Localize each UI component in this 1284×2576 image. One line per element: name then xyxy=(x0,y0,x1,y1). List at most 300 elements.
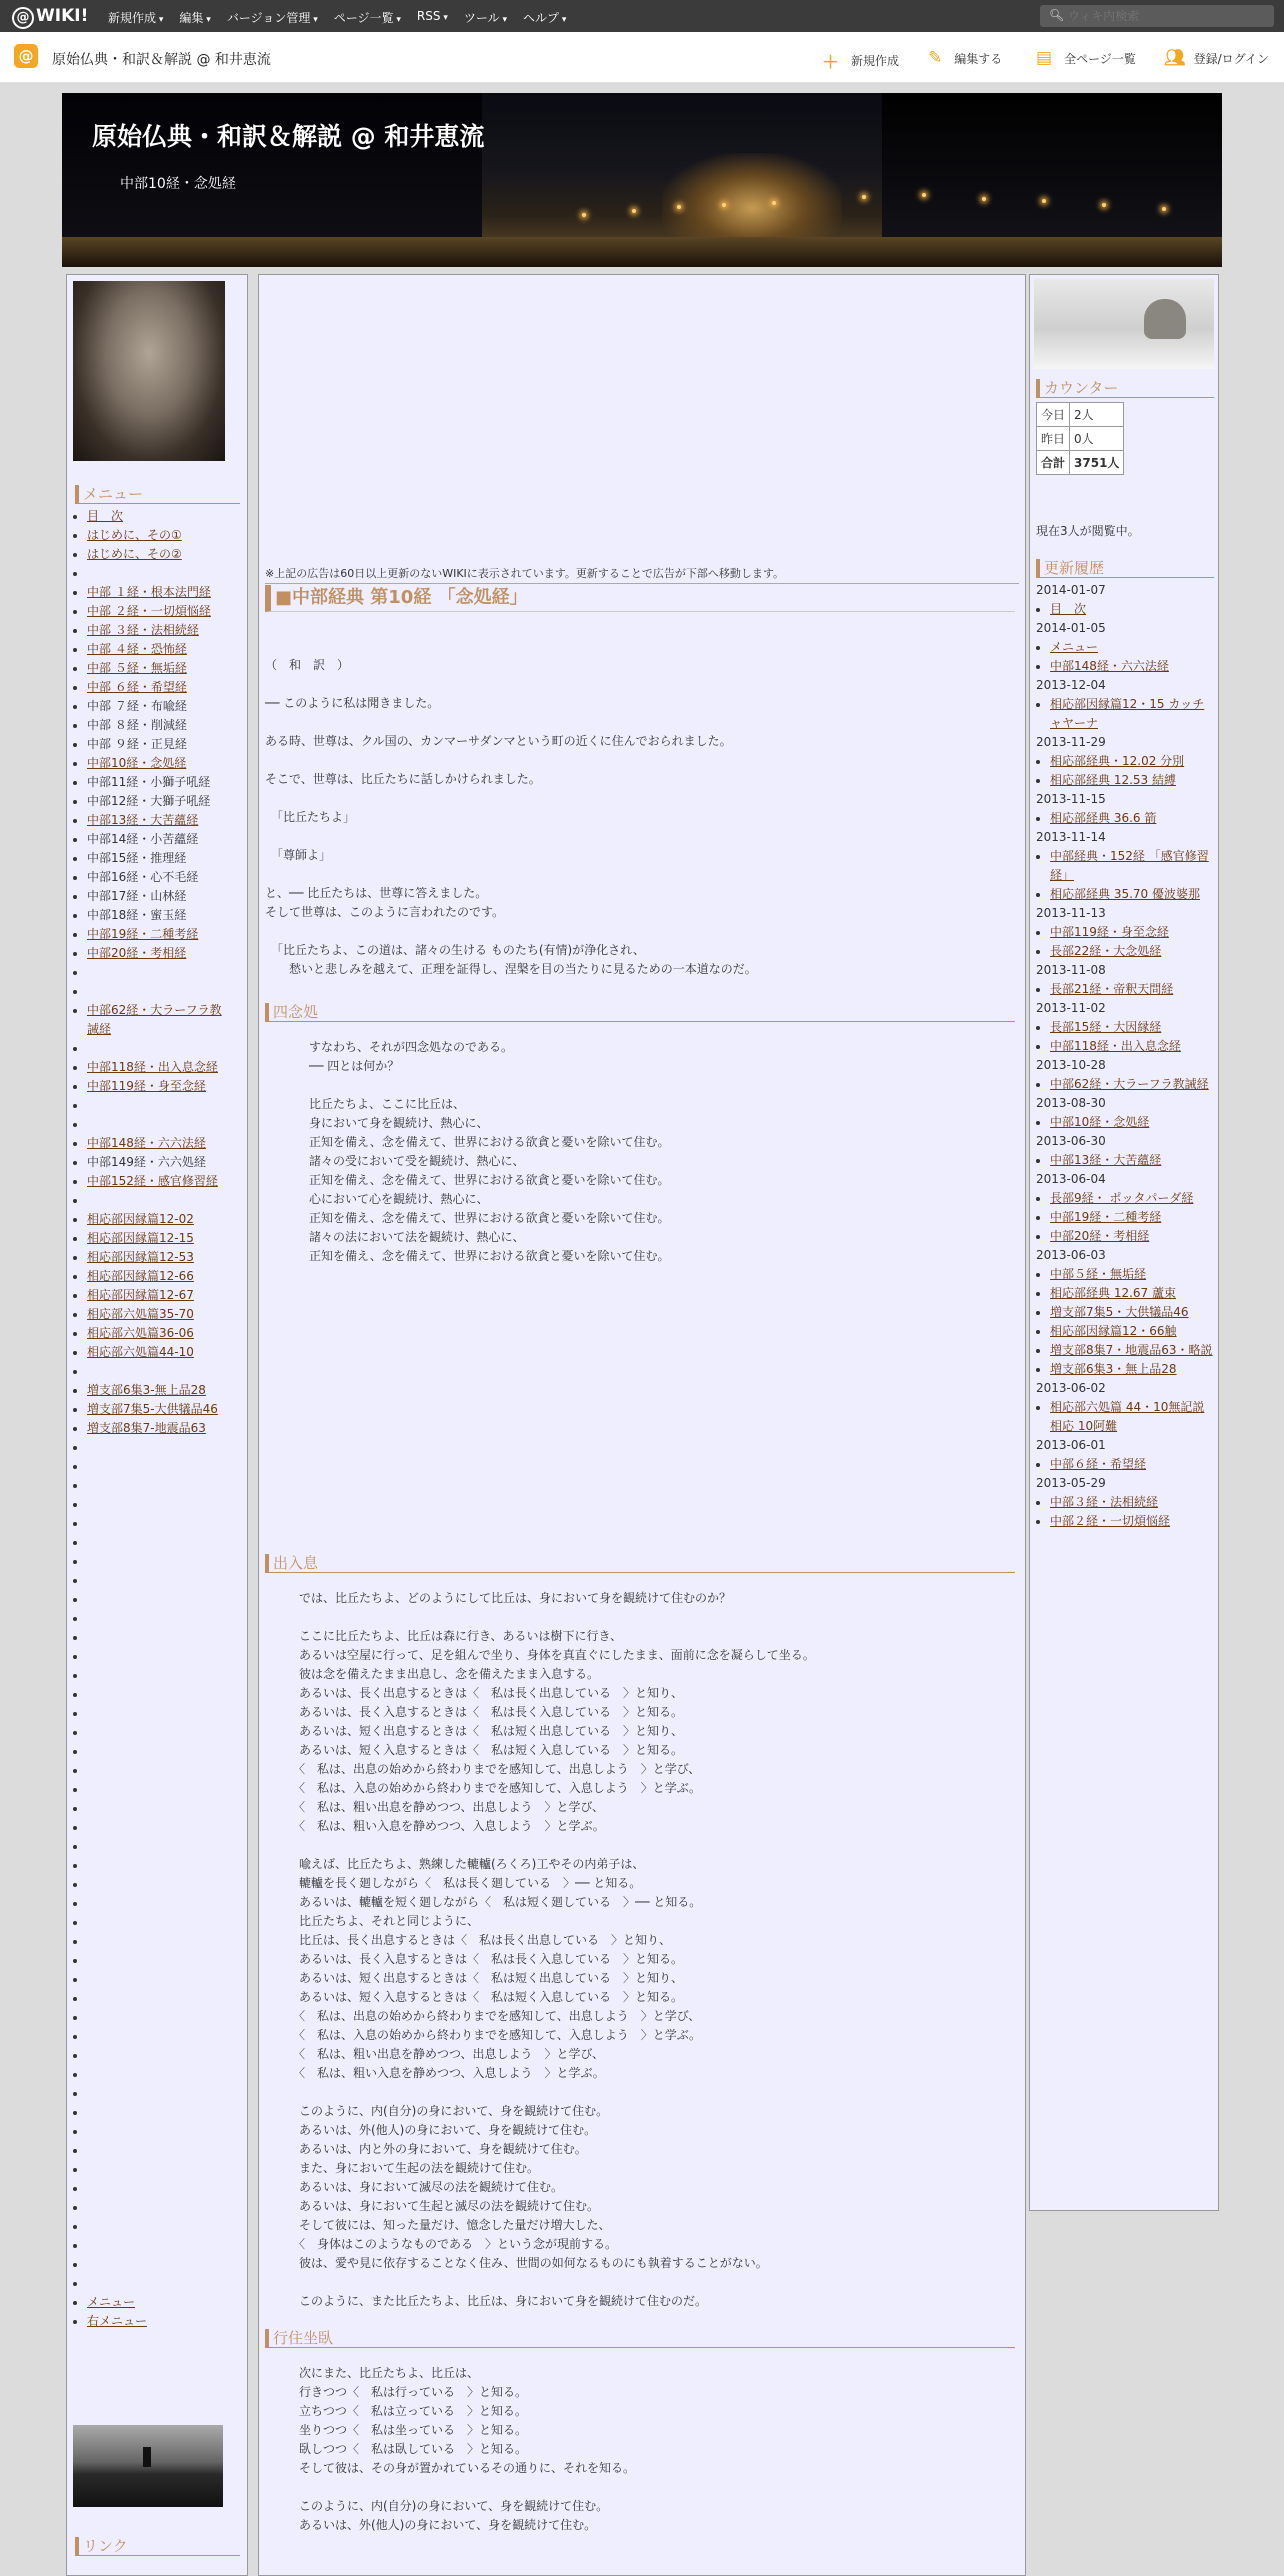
update-date: 2013-11-14 xyxy=(1036,830,1106,844)
left-menu-link[interactable]: 誡経 xyxy=(87,1022,112,1036)
left-menu-item[interactable] xyxy=(87,1248,240,1267)
left-menu-item xyxy=(87,1191,240,1210)
left-menu-link[interactable]: 中部16経・心不毛経 xyxy=(87,870,199,884)
left-menu-item[interactable] xyxy=(87,868,240,887)
left-menu-item[interactable] xyxy=(87,754,240,773)
update-items xyxy=(1036,1113,1214,1132)
left-menu-empty-item xyxy=(87,1894,240,1913)
left-menu-link[interactable]: 相応部因縁篇12-15 xyxy=(87,1231,194,1245)
update-items xyxy=(1036,1189,1214,1246)
left-menu-link[interactable]: 相応部因縁篇12-66 xyxy=(87,1269,194,1283)
left-menu-link[interactable]: 中部12経・大獅子吼経 xyxy=(87,794,211,808)
update-item[interactable] xyxy=(1050,1303,1214,1322)
left-menu-item[interactable] xyxy=(87,1400,240,1419)
update-items xyxy=(1036,638,1214,676)
cat-image xyxy=(1034,279,1214,369)
login-action[interactable] xyxy=(1164,48,1269,68)
update-item[interactable] xyxy=(1050,885,1214,904)
update-date: 2013-06-02 xyxy=(1036,1381,1106,1395)
counter-row-today xyxy=(1037,403,1124,427)
left-menu-link[interactable]: 増支部7集5-大供犠品46 xyxy=(87,1402,218,1416)
left-menu-item[interactable] xyxy=(87,1077,240,1096)
update-items xyxy=(1036,1455,1214,1474)
left-menu-item[interactable] xyxy=(87,1305,240,1324)
left-menu-link[interactable]: 中部 ７経・布喩経 xyxy=(87,699,187,713)
update-link[interactable]: 中部62経・大ラーフラ教誡経 xyxy=(1050,1077,1209,1091)
left-menu-link[interactable]: 中部19経・二種考経 xyxy=(87,927,199,941)
links-section xyxy=(75,2537,240,2559)
left-menu-empty-item xyxy=(87,1533,240,1552)
left-menu-item xyxy=(87,1362,240,1381)
left-menu-empty-item xyxy=(87,2255,240,2274)
left-menu-item[interactable] xyxy=(87,1172,240,1191)
left-menu-link[interactable]: 目 次 xyxy=(87,509,124,523)
search-icon[interactable]: 🔍︎ xyxy=(1049,8,1065,22)
left-menu-item[interactable] xyxy=(87,1001,240,1020)
update-link[interactable]: メニュー xyxy=(1050,640,1099,654)
left-menu-item-menu[interactable] xyxy=(87,2293,240,2312)
update-link[interactable]: 長部15経・大因縁経 xyxy=(1050,1020,1162,1034)
update-date: 2013-06-03 xyxy=(1036,1248,1106,1262)
update-items xyxy=(1036,1265,1214,1379)
update-item[interactable] xyxy=(1050,1227,1214,1246)
left-menu-item[interactable] xyxy=(87,1134,240,1153)
left-menu-empty-item xyxy=(87,1970,240,1989)
update-link[interactable]: 増支部7集5・大供犠品46 xyxy=(1050,1305,1189,1319)
left-menu-empty-item xyxy=(87,2198,240,2217)
update-date: 2013-10-28 xyxy=(1036,1058,1106,1072)
left-menu-empty-item xyxy=(87,1552,240,1571)
left-menu-item[interactable] xyxy=(87,1419,240,1438)
update-link[interactable]: 中部３経・法相続経 xyxy=(1050,1495,1159,1509)
update-date: 2013-11-08 xyxy=(1036,963,1106,977)
update-link[interactable]: 相応部因縁篇12・66触 xyxy=(1050,1324,1177,1338)
left-menu-empty-item xyxy=(87,1457,240,1476)
left-menu-item[interactable] xyxy=(87,1210,240,1229)
left-menu-link[interactable]: メニュー xyxy=(87,2295,136,2309)
update-link[interactable]: 中部６経・希望経 xyxy=(1050,1457,1147,1471)
left-menu-item[interactable] xyxy=(87,697,240,716)
update-items xyxy=(1036,847,1214,904)
left-menu-item[interactable] xyxy=(87,906,240,925)
left-menu-empty-item xyxy=(87,1780,240,1799)
viewers-count: 現在3人が閲覧中。 xyxy=(1036,524,1140,538)
site-name[interactable]: 原始仏典・和訳＆解説 @ 和井恵流 xyxy=(52,52,271,68)
left-menu-item xyxy=(87,1115,240,1134)
update-link[interactable]: 長部9経・ ポッタパーダ経 xyxy=(1050,1191,1194,1205)
update-history-heading: 更新履歴 xyxy=(1036,559,1214,578)
tree-photo xyxy=(73,2425,223,2507)
update-items xyxy=(1036,600,1214,619)
left-menu-empty-item xyxy=(87,1742,240,1761)
document-icon: ▤ xyxy=(1036,48,1053,68)
left-menu-link[interactable]: 中部 ９経・正見経 xyxy=(87,737,187,751)
left-menu-empty-item xyxy=(87,2236,240,2255)
users-icon: 👥︎ xyxy=(1164,48,1186,68)
right-sidebar xyxy=(1029,274,1219,2211)
edit-page-action[interactable] xyxy=(928,48,1002,68)
left-menu-empty-item xyxy=(87,2065,240,2084)
left-menu-empty-item xyxy=(87,1685,240,1704)
left-menu-item[interactable] xyxy=(87,526,240,545)
left-menu-item[interactable] xyxy=(87,792,240,811)
left-menu-item[interactable] xyxy=(87,640,240,659)
update-link[interactable]: 中部２経・一切煩悩経 xyxy=(1050,1514,1171,1528)
update-items xyxy=(1036,1018,1214,1056)
left-menu-link[interactable]: 中部15経・推理経 xyxy=(87,851,187,865)
update-link[interactable]: 中部13経・大苦蘊経 xyxy=(1050,1153,1162,1167)
update-item[interactable] xyxy=(1050,923,1214,942)
counter-label: 合計 xyxy=(1037,451,1070,475)
left-menu-bottom-list xyxy=(75,2293,240,2331)
counter-label: 昨日 xyxy=(1037,427,1070,451)
counter-value: 2人 xyxy=(1070,403,1124,427)
all-pages-action[interactable] xyxy=(1036,48,1136,68)
update-link[interactable]: 中部119経・身至念経 xyxy=(1050,925,1169,939)
left-menu-empty-item xyxy=(87,1875,240,1894)
update-item[interactable] xyxy=(1050,1341,1214,1360)
left-menu-empty-item xyxy=(87,1989,240,2008)
left-menu-item[interactable] xyxy=(87,583,240,602)
new-page-action[interactable] xyxy=(822,48,899,73)
left-menu-link[interactable]: 中部148経・六六法経 xyxy=(87,1136,206,1150)
left-menu-empty-item xyxy=(87,2274,240,2293)
left-menu-spacer-list xyxy=(75,1438,240,2293)
update-item[interactable] xyxy=(1050,1037,1214,1056)
global-menu-version[interactable]: バージョン管理 ▾ xyxy=(227,9,318,26)
update-link[interactable]: 増支部6集3・無上品28 xyxy=(1050,1362,1177,1376)
left-menu-empty-item xyxy=(87,2122,240,2141)
left-menu-empty-item xyxy=(87,1761,240,1780)
left-menu-link[interactable]: 相応部六処篇35-70 xyxy=(87,1307,194,1321)
left-menu-item[interactable] xyxy=(87,1343,240,1362)
section-heading-postures: 行住坐臥 xyxy=(265,2329,1015,2348)
left-menu-link[interactable]: 中部13経・大苦蘊経 xyxy=(87,813,199,827)
left-menu-link[interactable]: はじめに、その① xyxy=(87,528,182,542)
left-menu-empty-item xyxy=(87,1799,240,1818)
plus-icon: ＋ xyxy=(822,53,839,73)
left-menu-link[interactable]: 相応部因縁篇12-53 xyxy=(87,1250,194,1264)
header-banner xyxy=(62,93,1222,267)
left-menu-item[interactable] xyxy=(87,830,240,849)
global-menu xyxy=(108,9,566,26)
left-menu-item[interactable] xyxy=(87,716,240,735)
left-menu-link[interactable]: 中部119経・身至念経 xyxy=(87,1079,206,1093)
left-menu-link[interactable]: 中部 ２経・一切煩悩経 xyxy=(87,604,211,618)
update-date: 2013-06-01 xyxy=(1036,1438,1106,1452)
left-menu-empty-item xyxy=(87,1951,240,1970)
left-menu-link[interactable]: 増支部6集3-無上品28 xyxy=(87,1383,206,1397)
update-date: 2013-06-30 xyxy=(1036,1134,1106,1148)
update-item[interactable] xyxy=(1050,1075,1214,1094)
article xyxy=(265,585,1015,2535)
left-menu-link[interactable]: はじめに、その② xyxy=(87,547,182,561)
left-menu-item[interactable] xyxy=(87,811,240,830)
left-menu-link[interactable]: 中部 ５経・無垢経 xyxy=(87,661,187,675)
left-menu-link[interactable]: 相応部因縁篇12-02 xyxy=(87,1212,194,1226)
global-menu-pages[interactable]: ページ一覧 ▾ xyxy=(334,9,401,26)
update-date: 2013-11-13 xyxy=(1036,906,1106,920)
left-menu-empty-item xyxy=(87,2084,240,2103)
update-items xyxy=(1036,980,1214,999)
links-heading: リンク xyxy=(75,2537,240,2556)
update-link[interactable]: 相応部経典・12.02 分別 xyxy=(1050,754,1185,768)
update-date: 2014-01-05 xyxy=(1036,621,1106,635)
counter-section xyxy=(1036,379,1214,475)
update-item[interactable] xyxy=(1050,847,1214,885)
left-menu-empty-item xyxy=(87,2160,240,2179)
left-menu-item[interactable] xyxy=(87,545,240,564)
left-menu-item[interactable] xyxy=(87,1286,240,1305)
update-item[interactable] xyxy=(1050,1284,1214,1303)
left-menu-link[interactable]: 中部 ６経・希望経 xyxy=(87,680,187,694)
update-item[interactable] xyxy=(1050,809,1214,828)
left-menu-link[interactable]: 中部20経・考相経 xyxy=(87,946,187,960)
counter-heading: カウンター xyxy=(1036,379,1214,398)
update-item[interactable] xyxy=(1050,942,1214,961)
update-items xyxy=(1036,923,1214,961)
intro-text: （ 和 訳 ） ── このように私は聞きました。 ある時、世尊は、クル国の、カンマーサダンマという町の近くに住んでおられました。 そこで、世尊は、比丘たちに話しかけられました。 「比丘たちよ」 「尊師よ」 と、── 比丘たちは、世尊に答えました。 そして世尊は、このように言われたのです。 「比丘たちよ、この道は、諸々の生ける ものたち(有情)が浄化され、 愁いと悲しみを越えて、正理を証得し、涅槃を目の当たりに見るための一本道なのだ。 xyxy=(265,658,757,976)
update-item[interactable] xyxy=(1050,1265,1214,1284)
left-menu-item xyxy=(87,1039,240,1058)
left-menu-link[interactable]: 中部 ３経・法相続経 xyxy=(87,623,199,637)
wiki-search-input[interactable] xyxy=(1066,7,1270,25)
update-item[interactable] xyxy=(1050,1113,1214,1132)
left-menu-empty-item xyxy=(87,1837,240,1856)
update-link[interactable]: 目 次 xyxy=(1050,602,1087,616)
left-menu-empty-item xyxy=(87,1647,240,1666)
left-menu-link[interactable]: 相応部六処篇36-06 xyxy=(87,1326,194,1340)
left-menu-empty-item xyxy=(87,1818,240,1837)
update-link[interactable]: 相応部経典 36.6 箭 xyxy=(1050,811,1157,825)
update-link[interactable]: 中部19経・二種考経 xyxy=(1050,1210,1162,1224)
update-date: 2013-05-29 xyxy=(1036,1476,1106,1490)
left-menu-link[interactable]: 相応部六処篇44-10 xyxy=(87,1345,194,1359)
left-menu-link[interactable]: 中部118経・出入息念経 xyxy=(87,1060,218,1074)
update-link[interactable]: 相応部六処篇 44・10無記説相応 10阿難 xyxy=(1050,1400,1205,1433)
left-menu-empty-item xyxy=(87,1932,240,1951)
left-menu-link[interactable]: 中部152経・感官修習経 xyxy=(87,1174,218,1188)
left-menu-item xyxy=(87,1096,240,1115)
left-menu-item[interactable] xyxy=(87,507,240,526)
left-menu-link[interactable]: 中部17経・山林経 xyxy=(87,889,187,903)
update-item[interactable] xyxy=(1050,1208,1214,1227)
update-date: 2013-11-29 xyxy=(1036,735,1106,749)
banner-title[interactable]: 原始仏典・和訳＆解説 @ 和井恵流 xyxy=(92,122,485,151)
left-menu-item[interactable] xyxy=(87,1267,240,1286)
left-menu-empty-item xyxy=(87,1514,240,1533)
update-items xyxy=(1036,1398,1214,1436)
left-menu-empty-item xyxy=(87,2103,240,2122)
left-menu-empty-item xyxy=(87,1913,240,1932)
counter-value: 0人 xyxy=(1070,427,1124,451)
all-pages-label: 全ページ一覧 xyxy=(1064,51,1136,66)
left-menu-link[interactable]: 中部 ８経・削減経 xyxy=(87,718,187,732)
left-menu-empty-item xyxy=(87,1495,240,1514)
left-menu-heading: メニュー xyxy=(75,485,240,504)
update-items xyxy=(1036,752,1214,790)
section-text-breathing: では、比丘たちよ、どのようにして比丘は、身において身を観続けて住むのか？ ここに比丘たちよ、比丘は森に行き、あるいは樹下に行き、 あるいは空屋に行って、足を組んで坐り、身体を真直ぐにしたまま、面前に念を凝らして坐る。 彼は念を備えたまま出息し、念を備えたまま入息する。 あるいは、長く出息するときは〈 私は長く出息している 〉と知り、 あるいは、長く入息するときは〈 私は長く入息している 〉と知る。 あるいは、短く出息するときは〈 私は短く出息している 〉と知り、 あるいは、短く入息するときは〈 私は短く入息している 〉と知る。 〈 私は、出息の始めから終わりまでを感知して、出息しよう 〉と学び、 〈 私は、入息の始めから終わりまでを感知して、入息しよう 〉と学ぶ。 〈 私は、粗い出息を静めつつ、出息しよう 〉と学び、 〈 私は、粗い入息を静めつつ、入息しよう 〉と学ぶ。 喩えば、比丘たちよ、熟練した轆轤(ろくろ)工やその内弟子は、 轆轤を長く廻しながら〈 私は長く廻している 〉── と知る。 あるいは、轆轤を短く廻しながら〈 私は短く廻している 〉── と知る。 比丘たちよ、それと同じように、 比丘は、長く出息するときは〈 私は長く出息している 〉と知り、 あるいは、長く入息するときは〈 私は長く入息している 〉と知る。 あるいは、短く出息するときは〈 私は短く出息している 〉と知り、 あるいは、短く入息するときは〈 私は短く入息している 〉と知る。 〈 私は、出息の始めから終わりまでを感知して、出息しよう 〉と学び、 〈 私は、入息の始めから終わりまでを感知して、入息しよう 〉と学ぶ。 〈 私は、粗い出息を静めつつ、出息しよう 〉と学び、 〈 私は、粗い入息を静めつつ、入息しよう 〉と学ぶ。 このように、内(自分)の身において、身を観続けて住む。 あるいは、外(他人)の身において、身を観続けて住む。 あるいは、内と外の身において、身を観続けて住む。 また、身において生起の法を観続けて住む。 あるいは、身において滅尽の法を観続けて住む。 あるいは、身において生起と滅尽の法を観続けて住む。 そして彼には、知った量だけ、憶念した量だけ増大した、 〈 身体はこのようなものである 〉という念が現前する。 彼は、愛や見に依存することなく住み、世間の如何なるものにも執着することがない。 このように、また比丘たちよ、比丘は、身において身を観続けて住むのだ。 xyxy=(299,1591,815,2308)
update-link[interactable]: 相応部経典 12.53 結縛 xyxy=(1050,773,1176,787)
update-items xyxy=(1036,695,1214,733)
left-menu-item[interactable] xyxy=(87,602,240,621)
counter-value: 3751人 xyxy=(1070,451,1124,475)
main-content xyxy=(258,274,1026,2576)
left-menu-link[interactable]: 右メニュー xyxy=(87,2314,148,2328)
global-menu-help[interactable]: ヘルプ ▾ xyxy=(523,9,566,26)
left-menu-empty-item xyxy=(87,2046,240,2065)
update-item[interactable] xyxy=(1050,1493,1214,1512)
left-menu-empty-item xyxy=(87,2027,240,2046)
article-title: ■中部経典 第10経 「念処経」 xyxy=(265,585,1015,612)
update-item[interactable] xyxy=(1050,657,1214,676)
left-menu-link[interactable]: 相応部因縁篇12-67 xyxy=(87,1288,194,1302)
left-sidebar xyxy=(66,274,248,2576)
left-menu-empty-item xyxy=(87,2008,240,2027)
left-menu-item[interactable] xyxy=(87,1020,240,1039)
update-item[interactable] xyxy=(1050,1151,1214,1170)
update-date: 2013-06-04 xyxy=(1036,1172,1106,1186)
left-menu-empty-item xyxy=(87,1666,240,1685)
update-item[interactable] xyxy=(1050,771,1214,790)
update-item[interactable] xyxy=(1050,1360,1214,1379)
section-text-four-foundations: すなわち、それが四念処なのである。 ── 四とは何か？ 比丘たちよ、ここに比丘は、 身において身を観続け、熱心に、 正知を備え、念を備えて、世界における欲貪と憂いを除いて住む。 諸々の受において受を観続け、熱心に、 正知を備え、念を備えて、世界における欲貪と憂いを除いて住む。 心において心を観続け、熱心に、 正知を備え、念を備えて、世界における欲貪と憂いを除いて住む。 諸々の法において法を観続け、熱心に、 正知を備え、念を備えて、世界における欲貪と憂いを除いて住む。 xyxy=(309,1040,670,1263)
update-item[interactable] xyxy=(1050,1322,1214,1341)
login-label: 登録/ログイン xyxy=(1193,51,1270,66)
site-icon[interactable]: @ xyxy=(14,44,38,68)
update-link[interactable]: 中部118経・出入息念経 xyxy=(1050,1039,1181,1053)
counter-label: 今日 xyxy=(1037,403,1070,427)
left-menu-item[interactable] xyxy=(87,773,240,792)
left-menu-item[interactable] xyxy=(87,621,240,640)
divider xyxy=(265,583,1019,584)
left-menu-empty-item xyxy=(87,1856,240,1875)
site-bar xyxy=(0,32,1284,83)
left-menu-empty-item xyxy=(87,2141,240,2160)
left-menu-item[interactable] xyxy=(87,1324,240,1343)
left-menu-item-right-menu[interactable] xyxy=(87,2312,240,2331)
buddha-image xyxy=(73,281,225,461)
update-history xyxy=(1036,559,1214,1531)
wiki-logo[interactable] xyxy=(12,6,88,29)
update-history-list xyxy=(1036,581,1214,1531)
left-menu xyxy=(75,485,240,2331)
left-menu-empty-item xyxy=(87,1628,240,1647)
update-item[interactable] xyxy=(1050,1455,1214,1474)
update-date: 2013-12-04 xyxy=(1036,678,1106,692)
left-menu-item[interactable] xyxy=(87,944,240,963)
global-menu-new[interactable]: 新規作成 ▾ xyxy=(108,9,163,26)
ad-notice: ※上記の広告は60日以上更新のないWIKIに表示されています。更新することで広告が下部へ移動します。 xyxy=(265,567,785,580)
left-menu-item[interactable] xyxy=(87,887,240,906)
edit-page-label: 編集する xyxy=(954,51,1003,66)
left-menu-item[interactable] xyxy=(87,1058,240,1077)
update-link[interactable]: 長部21経・帝釈天問経 xyxy=(1050,982,1174,996)
banner-subtitle: 中部10経・念処経 xyxy=(120,176,236,192)
update-item[interactable] xyxy=(1050,695,1214,733)
left-menu-item[interactable] xyxy=(87,1153,240,1172)
left-menu-item[interactable] xyxy=(87,678,240,697)
global-nav-bar xyxy=(0,0,1284,32)
left-menu-link[interactable]: 中部 ４経・恐怖経 xyxy=(87,642,187,656)
wiki-logo-text: WIKI! xyxy=(36,6,89,26)
global-menu-rss[interactable]: RSS ▾ xyxy=(417,9,448,26)
wiki-search-box xyxy=(1040,5,1274,27)
left-menu-item xyxy=(87,963,240,982)
left-menu-item[interactable] xyxy=(87,1381,240,1400)
update-link[interactable]: 中部５経・無垢経 xyxy=(1050,1267,1147,1281)
at-logo-icon: @ xyxy=(12,7,34,29)
left-menu-empty-item xyxy=(87,1476,240,1495)
update-link[interactable]: 中部経典・152経 「感官修習経」 xyxy=(1050,849,1209,882)
update-link[interactable]: 相応部因縁篇12・15 カッチャヤーナ xyxy=(1050,697,1205,730)
left-menu-item[interactable] xyxy=(87,849,240,868)
update-date: 2014-01-07 xyxy=(1036,583,1106,597)
left-menu-list xyxy=(75,507,240,1438)
update-item[interactable] xyxy=(1050,600,1214,619)
update-link[interactable]: 中部20経・考相経 xyxy=(1050,1229,1150,1243)
counter-table xyxy=(1036,402,1124,475)
update-item[interactable] xyxy=(1050,1512,1214,1531)
left-menu-link[interactable]: 中部149経・六六処経 xyxy=(87,1155,206,1169)
left-menu-link[interactable]: 増支部8集7-地震品63 xyxy=(87,1421,206,1435)
left-menu-empty-item xyxy=(87,2217,240,2236)
left-menu-item xyxy=(87,982,240,1001)
left-menu-link[interactable]: 中部62経・大ラーフラ教 xyxy=(87,1003,222,1017)
global-menu-edit[interactable]: 編集 ▾ xyxy=(179,9,210,26)
update-link[interactable]: 相応部経典 35.70 優波婆那 xyxy=(1050,887,1200,901)
update-item[interactable] xyxy=(1050,1189,1214,1208)
update-date: 2013-11-15 xyxy=(1036,792,1106,806)
left-menu-item xyxy=(87,564,240,583)
update-item[interactable] xyxy=(1050,980,1214,999)
left-menu-link[interactable]: 中部14経・小苦蘊経 xyxy=(87,832,199,846)
section-heading-four-foundations: 四念処 xyxy=(265,1003,1015,1022)
update-item[interactable] xyxy=(1050,752,1214,771)
left-menu-empty-item xyxy=(87,1571,240,1590)
left-menu-link[interactable]: 中部10経・念処経 xyxy=(87,756,187,770)
update-item[interactable] xyxy=(1050,1018,1214,1037)
left-menu-empty-item xyxy=(87,1438,240,1457)
update-items xyxy=(1036,1493,1214,1531)
left-menu-empty-item xyxy=(87,2179,240,2198)
left-menu-empty-item xyxy=(87,1609,240,1628)
update-date: 2013-11-02 xyxy=(1036,1001,1106,1015)
update-link[interactable]: 相応部経典 12.67 蘆束 xyxy=(1050,1286,1176,1300)
left-menu-empty-item xyxy=(87,1704,240,1723)
left-menu-link[interactable]: 中部 １経・根本法門経 xyxy=(87,585,211,599)
left-menu-item[interactable] xyxy=(87,659,240,678)
update-link[interactable]: 長部22経・大念処経 xyxy=(1050,944,1162,958)
counter-row-total xyxy=(1037,451,1124,475)
left-menu-item[interactable] xyxy=(87,735,240,754)
update-item[interactable] xyxy=(1050,1398,1214,1436)
update-item[interactable] xyxy=(1050,638,1214,657)
left-menu-item[interactable] xyxy=(87,925,240,944)
left-menu-item[interactable] xyxy=(87,1229,240,1248)
left-menu-empty-item xyxy=(87,1590,240,1609)
update-link[interactable]: 中部10経・念処経 xyxy=(1050,1115,1150,1129)
update-link[interactable]: 中部148経・六六法経 xyxy=(1050,659,1169,673)
left-menu-link[interactable]: 中部11経・小獅子吼経 xyxy=(87,775,211,789)
pencil-icon: ✎ xyxy=(928,48,943,68)
update-link[interactable]: 増支部8集7・地震品63・略説 xyxy=(1050,1343,1213,1357)
global-menu-tools[interactable]: ツール ▾ xyxy=(464,9,507,26)
section-text-postures: 次にまた、比丘たちよ、比丘は、 行きつつ〈 私は行っている 〉と知る。 立ちつつ〈 私は立っている 〉と知る。 坐りつつ〈 私は坐っている 〉と知る。 臥しつつ〈 私は臥している 〉と知る。 そして彼は、その身が置かれているその通りに、それを知る。 このように、内(自分)の身において、身を観続けて住む。 あるいは、外(他人)の身において、身を観続けて住む。 xyxy=(299,2366,636,2532)
update-items xyxy=(1036,1075,1214,1094)
left-menu-link[interactable]: 中部18経・蜜玉経 xyxy=(87,908,187,922)
update-items xyxy=(1036,1151,1214,1170)
